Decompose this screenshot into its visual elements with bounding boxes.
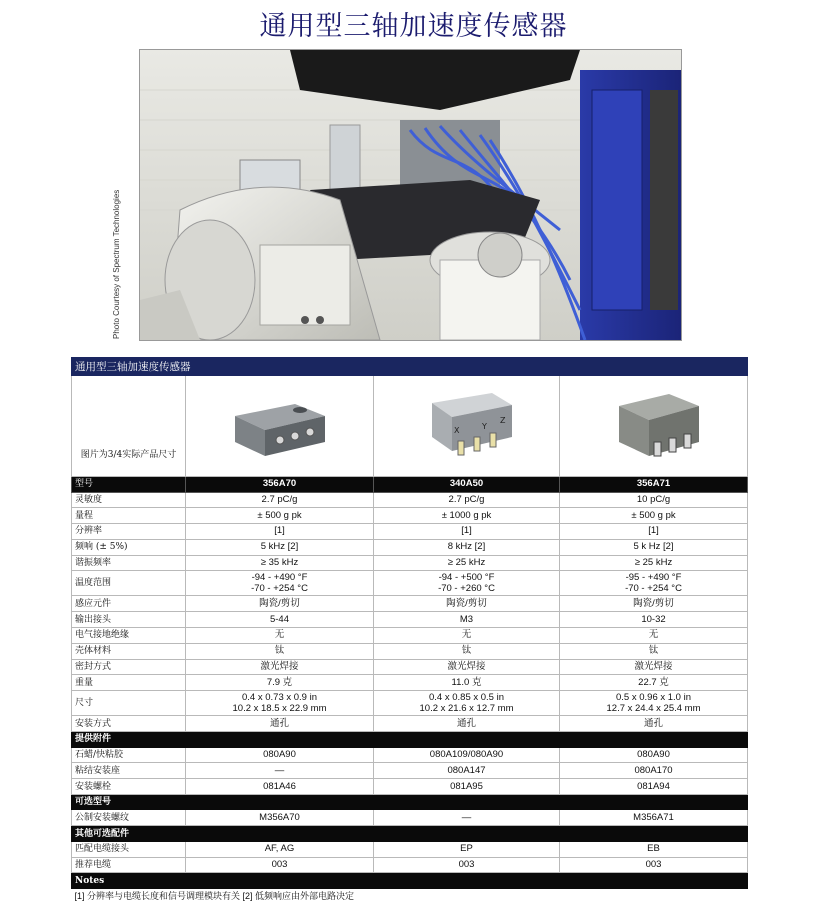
spec-row xyxy=(72,810,748,826)
spec-value: [1] xyxy=(186,524,374,540)
spec-value: 081A95 xyxy=(374,779,560,795)
section-title: 提供附件 xyxy=(72,732,748,748)
spec-value: 080A90 xyxy=(186,747,374,763)
spec-value: 2.7 pC/g xyxy=(186,492,374,508)
model-cell: 340A50 xyxy=(374,477,560,493)
spec-value: 080A147 xyxy=(374,763,560,779)
spec-value: 5 k Hz [2] xyxy=(560,539,748,555)
spec-value: 003 xyxy=(560,857,748,873)
spec-row xyxy=(72,555,748,571)
model-row xyxy=(72,477,748,493)
spec-value: 5 kHz [2] xyxy=(186,539,374,555)
spec-value xyxy=(374,691,560,716)
spec-row xyxy=(72,524,748,540)
spec-label: 尺寸 xyxy=(72,691,186,716)
cell-line: 0.4 x 0.85 x 0.5 in xyxy=(429,692,504,704)
spec-label: 重量 xyxy=(72,675,186,691)
spec-value xyxy=(560,691,748,716)
spec-value: M356A71 xyxy=(560,810,748,826)
cell-line: 10.2 x 21.6 x 12.7 mm xyxy=(419,703,514,715)
spec-value: 陶瓷/剪切 xyxy=(186,596,374,612)
spec-label: 灵敏度 xyxy=(72,492,186,508)
spec-row xyxy=(72,716,748,732)
spec-value: 钛 xyxy=(186,643,374,659)
spec-value: 通孔 xyxy=(186,716,374,732)
cell-line: -95 - +490 °F xyxy=(625,572,682,584)
spec-value: 陶瓷/剪切 xyxy=(560,596,748,612)
spec-value xyxy=(560,571,748,596)
cell-line: 0.4 x 0.73 x 0.9 in xyxy=(242,692,317,704)
spec-value: M356A70 xyxy=(186,810,374,826)
spec-row xyxy=(72,508,748,524)
spec-value: 陶瓷/剪切 xyxy=(374,596,560,612)
spec-value: 10 pC/g xyxy=(560,492,748,508)
image-caption-cell xyxy=(72,376,186,477)
spec-value: 钛 xyxy=(560,643,748,659)
section-title: 其他可选配件 xyxy=(72,826,748,842)
table-header: 通用型三轴加速度传感器 xyxy=(72,358,748,376)
spec-value xyxy=(186,691,374,716)
spec-label: 电气接地绝缘 xyxy=(72,628,186,644)
spec-label: 频响 (± 5%) xyxy=(72,539,186,555)
spec-value: 081A46 xyxy=(186,779,374,795)
spec-label: 温度范围 xyxy=(72,571,186,596)
spec-value: 10-32 xyxy=(560,612,748,628)
section-title: 可选型号 xyxy=(72,794,748,810)
spec-value: 5-44 xyxy=(186,612,374,628)
spec-row xyxy=(72,571,748,596)
spec-row xyxy=(72,612,748,628)
spec-value: — xyxy=(374,810,560,826)
spec-value: [1] xyxy=(560,524,748,540)
spec-value: 080A90 xyxy=(560,747,748,763)
sensor-image-3 xyxy=(560,376,748,477)
spec-label: 密封方式 xyxy=(72,659,186,675)
spec-value: — xyxy=(186,763,374,779)
spec-label: 输出接头 xyxy=(72,612,186,628)
sensor-image-2 xyxy=(374,376,560,477)
photo-credit: Photo Courtesy of Spectrum Technologies xyxy=(112,189,121,339)
cell-line: -94 - +500 °F xyxy=(438,572,495,584)
cell-line: -70 - +254 °C xyxy=(625,583,682,595)
svg-text:X: X xyxy=(453,426,459,435)
spec-value: AF, AG xyxy=(186,841,374,857)
spec-value: 钛 xyxy=(374,643,560,659)
spec-label: 分辨率 xyxy=(72,524,186,540)
spec-value: 2.7 pC/g xyxy=(374,492,560,508)
spec-value: 8 kHz [2] xyxy=(374,539,560,555)
notes-row xyxy=(72,888,748,903)
spec-value: 无 xyxy=(186,628,374,644)
spec-label: 壳体材料 xyxy=(72,643,186,659)
spec-value: 22.7 克 xyxy=(560,675,748,691)
spec-value: 无 xyxy=(374,628,560,644)
spec-label: 公制安装螺纹 xyxy=(72,810,186,826)
sensor-image-1 xyxy=(186,376,374,477)
notes-text: [1] 分辨率与电缆长度和信号调理模块有关 [2] 低频响应由外部电路决定 xyxy=(74,890,355,901)
cell-line: 10.2 x 18.5 x 22.9 mm xyxy=(232,703,327,715)
spec-row xyxy=(72,675,748,691)
image-row xyxy=(72,376,748,477)
spec-row xyxy=(72,747,748,763)
spec-value xyxy=(374,571,560,596)
section-header xyxy=(72,732,748,748)
spec-value: ± 500 g pk xyxy=(560,508,748,524)
spec-row xyxy=(72,763,748,779)
spec-value: ± 1000 g pk xyxy=(374,508,560,524)
svg-text:Z: Z xyxy=(499,416,505,425)
spec-row xyxy=(72,492,748,508)
spec-value xyxy=(186,571,374,596)
notes-header xyxy=(72,873,748,889)
section-header xyxy=(72,826,748,842)
model-cell: 356A70 xyxy=(186,477,374,493)
spec-value: 激光焊接 xyxy=(560,659,748,675)
section-header xyxy=(72,794,748,810)
spec-row xyxy=(72,659,748,675)
spec-row xyxy=(72,643,748,659)
spec-value: 激光焊接 xyxy=(374,659,560,675)
spec-value: 7.9 克 xyxy=(186,675,374,691)
spec-value: 003 xyxy=(374,857,560,873)
spec-label: 匹配电缆接头 xyxy=(72,841,186,857)
spec-label: 粘结安装座 xyxy=(72,763,186,779)
spec-value: 通孔 xyxy=(374,716,560,732)
spec-value: 11.0 克 xyxy=(374,675,560,691)
spec-value: ≥ 25 kHz xyxy=(374,555,560,571)
spec-row xyxy=(72,841,748,857)
spec-row xyxy=(72,596,748,612)
svg-text:Y: Y xyxy=(481,422,487,431)
spec-value: EP xyxy=(374,841,560,857)
spec-row xyxy=(72,857,748,873)
spec-value: 081A94 xyxy=(560,779,748,795)
spec-value: 080A109/080A90 xyxy=(374,747,560,763)
cell-line: -94 - +490 °F xyxy=(251,572,308,584)
model-cell: 356A71 xyxy=(560,477,748,493)
notes-title: Notes xyxy=(72,873,748,889)
cell-line: 12.7 x 24.4 x 25.4 mm xyxy=(606,703,701,715)
spec-label: 石蜡/快粘胶 xyxy=(72,747,186,763)
spec-value: 080A170 xyxy=(560,763,748,779)
model-label: 型号 xyxy=(72,477,186,493)
spec-value: 无 xyxy=(560,628,748,644)
spec-value: 激光焊接 xyxy=(186,659,374,675)
spec-label: 推荐电缆 xyxy=(72,857,186,873)
spec-value: ≥ 25 kHz xyxy=(560,555,748,571)
image-caption: 图片为3/4实际产品尺寸 xyxy=(80,449,177,460)
spec-label: 量程 xyxy=(72,508,186,524)
spec-value: EB xyxy=(560,841,748,857)
table-header-bar xyxy=(72,358,748,376)
spec-value: M3 xyxy=(374,612,560,628)
spec-label: 安装螺栓 xyxy=(72,779,186,795)
spec-row xyxy=(72,691,748,716)
cell-line: 0.5 x 0.96 x 1.0 in xyxy=(616,692,691,704)
spec-row xyxy=(72,628,748,644)
cell-line: -70 - +254 °C xyxy=(251,583,308,595)
spec-row xyxy=(72,539,748,555)
spec-value: [1] xyxy=(374,524,560,540)
spec-row xyxy=(72,779,748,795)
spec-table xyxy=(71,357,748,903)
spec-label: 谐振频率 xyxy=(72,555,186,571)
test-facility-photo xyxy=(139,49,682,341)
page-title: 通用型三轴加速度传感器 xyxy=(259,11,568,42)
spec-value: 通孔 xyxy=(560,716,748,732)
spec-value: 003 xyxy=(186,857,374,873)
cell-line: -70 - +260 °C xyxy=(438,583,495,595)
spec-label: 安装方式 xyxy=(72,716,186,732)
spec-label: 感应元件 xyxy=(72,596,186,612)
spec-value: ± 500 g pk xyxy=(186,508,374,524)
spec-value: ≥ 35 kHz xyxy=(186,555,374,571)
